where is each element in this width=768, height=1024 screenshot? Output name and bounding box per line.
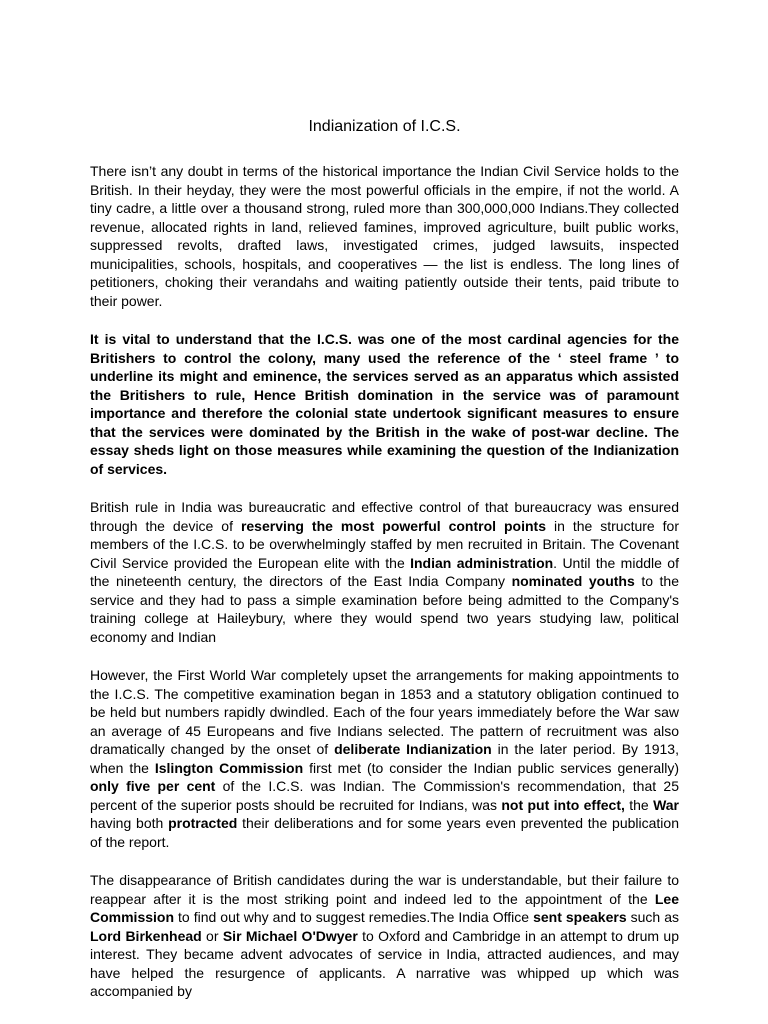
bold-text: nominated youths [511,573,635,589]
paragraph-text: British rule in India was bureaucratic and effective control of that bureaucracy was ensured through the device of [90,499,679,534]
bold-text: Islington Commission [154,759,304,776]
paragraph-2 [90,330,679,478]
bold-text: Lord Birkenhead [90,927,202,944]
paragraph-5 [90,871,679,1001]
bold-text: not put into effect, [501,796,625,813]
paragraph-3 [90,498,679,646]
paragraph-text: However, the First World War completely upset the arrangements for making appointments to the I.C.S. The competitive examination began in 1853 and a statutory obligation continued to be held but numbers rapidly dwindled. Each of the four years immediately before the War saw an average of 45 Europeans and five Indians selected. The pattern of recruitment was also dramatically changed by the onset of [90,667,679,757]
bold-text: Lee Commission [90,890,679,925]
paragraph-text: having both [90,815,169,831]
paragraph-text: such as [626,909,679,925]
paragraph-text: their deliberations and for some years even prevented the publication of the report. [90,815,679,850]
paragraph-text: There isn’t any doubt in terms of the historical importance the Indian Civil Service holds to the British. In their heyday, they were the most powerful officials in the empire, if not the world. A tiny cadre, a little over a thousand strong, ruled more than 300,000,000 Indians.They collected revenue, allocated rights in land, relieved famines, improved agriculture, built public works, suppressed revolts, drafted laws, investigated crimes, judged lawsuits, inspected municipalities, schools, hospitals, and cooperatives — the list is endless. The long lines of petitioners, choking their verandahs and waiting patiently outside their tents, paid tribute to their power. [90,163,679,309]
paragraph-text: in the structure for members of the I.C.S. to be overwhelmingly staffed by men recruited in Britain. The Covenant Civil Service provided the European elite with the [90,517,680,571]
paragraph-text: in the later period. By 1913, when the [90,741,679,776]
bold-text: It is vital to understand that the I.C.S. was one of the most cardinal agencies for the Britishers to control the colony, many used the reference of the ‘ steel frame ’ to underline its might and eminence, the services served as an apparatus which assisted the Britishers to rule, Hence British domination in the service was of paramount importance and therefore the colonial state undertook significant measures to ensure that the services were dominated by the British in the wake of post-war decline. The essay sheds light on those measures while examining the question of the Indianization of services. [90,331,679,477]
bold-text: protracted [168,815,238,831]
bold-text: reserving the most powerful control points [240,517,546,534]
bold-text: sent speakers [533,909,627,925]
paragraph-text: of the I.C.S. was Indian. The Commission's recommendation, that 25 percent of the superior posts should be recruited for Indians, was [90,778,679,813]
paragraph-text: or [201,927,223,944]
paragraph-text: to find out why and to suggest remedies.The India Office [174,909,534,925]
paragraph-4 [90,666,679,851]
paragraph-1 [90,162,679,310]
document-body [90,162,679,1001]
bold-text: only five per cent [90,778,216,794]
bold-text: War [653,796,679,813]
bold-text: Indian administration [410,554,554,571]
bold-text: deliberate Indianization [334,741,492,757]
paragraph-text: the [624,796,654,813]
paragraph-text: to Oxford and Cambridge in an attempt to drum up interest. They became advent advocates of service in India, attracted audiences, and may have helped the resurgence of applicants. A narrative was whipped up which was accompanied by [90,927,680,999]
bold-text: Sir Michael O'Dwyer [222,927,358,944]
paragraph-text: first met (to consider the Indian public services generally) [303,759,679,776]
document-title: Indianization of I.C.S. [308,118,461,135]
paragraph-text: to the service and they had to pass a simple examination before being admitted to the Company's training college at Haileybury, where they would spend two years studying law, political economy and Indian [90,573,679,645]
paragraph-text: The disappearance of British candidates during the war is understandable, but their failure to reappear after it is the most striking point and indeed led to the appointment of the [90,872,679,907]
paragraph-text: . Until the middle of the nineteenth century, the directors of the East India Company [90,554,679,589]
